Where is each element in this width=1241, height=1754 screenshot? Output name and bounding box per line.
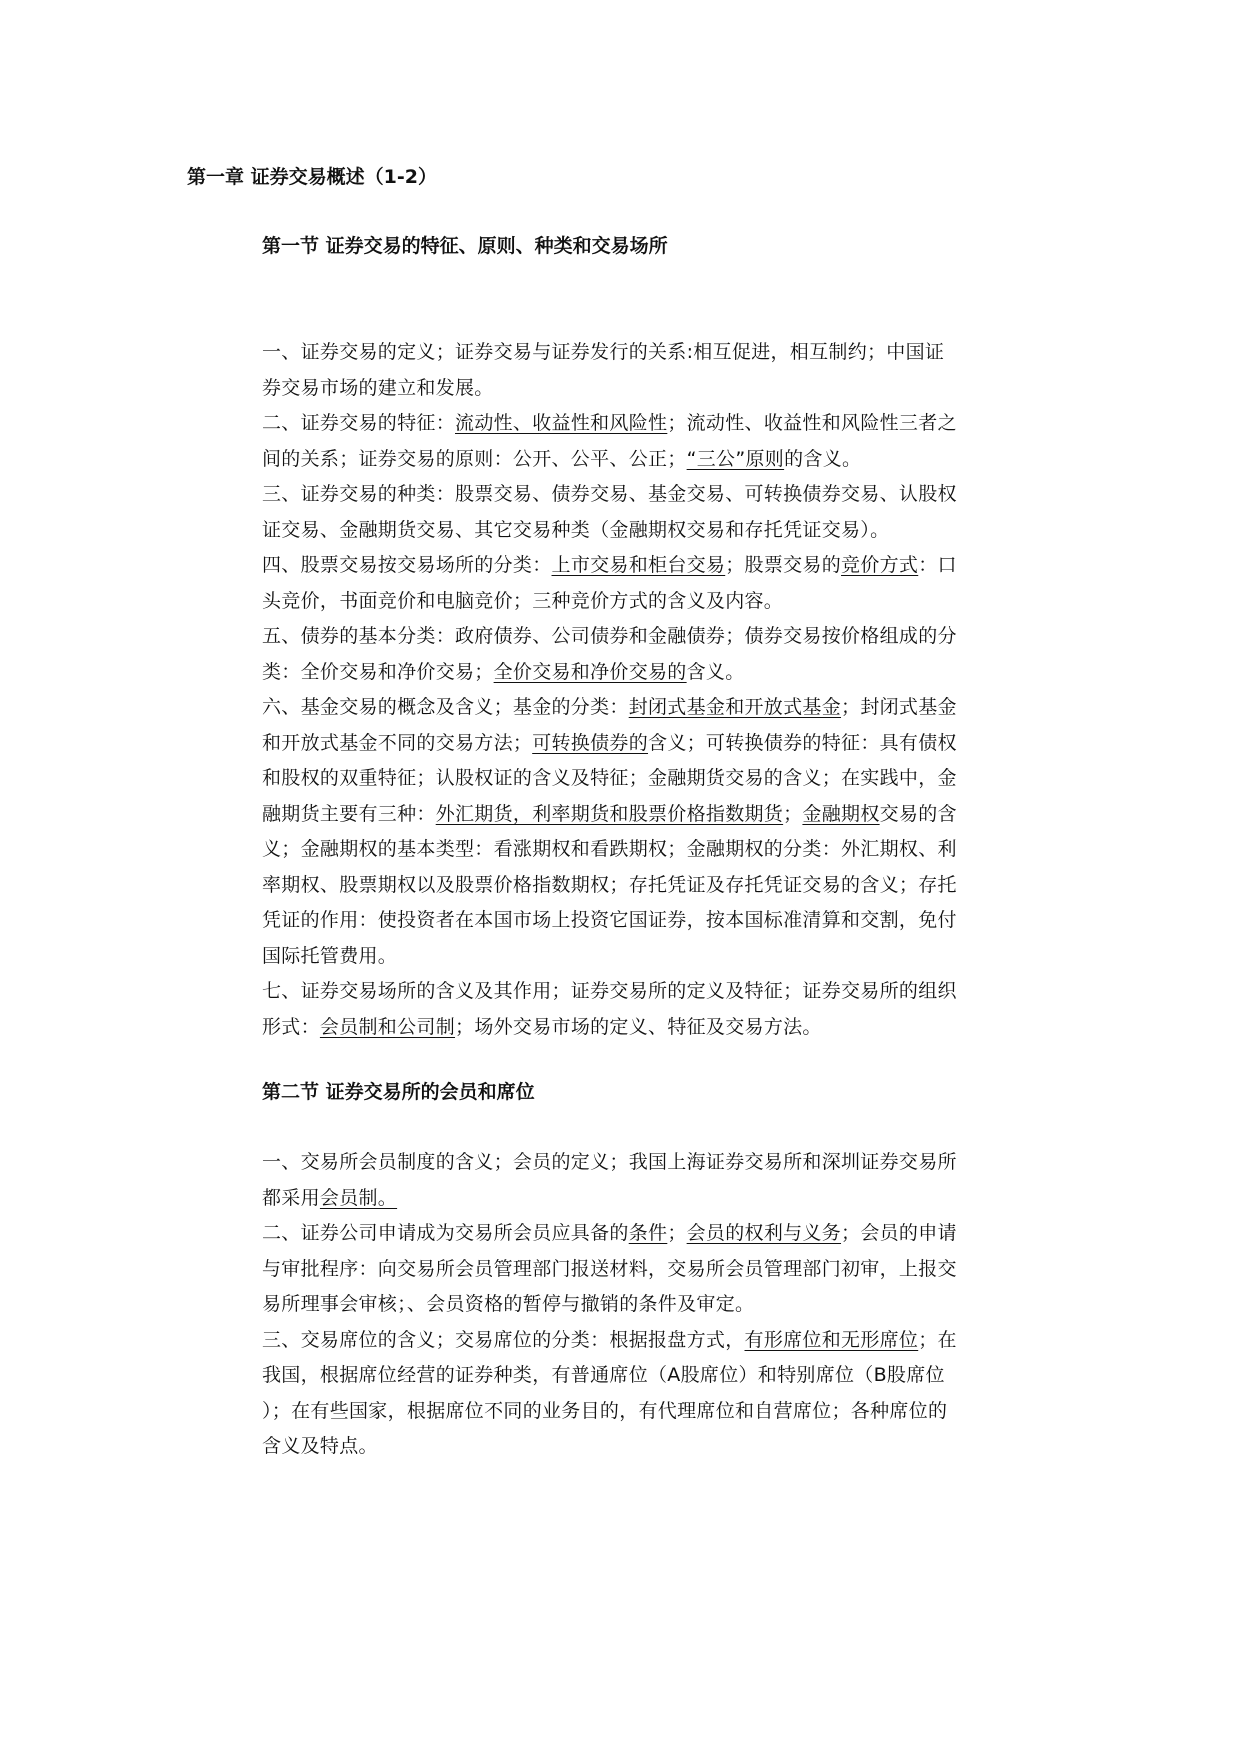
body-text-line <box>262 374 494 402</box>
body-text-line <box>262 1432 378 1460</box>
text-segment: 头竞价，书面竞价和电脑竞价；三种竞价方式的含义及内容。 <box>262 590 784 612</box>
text-segment: ；封闭式基金 <box>841 696 957 718</box>
underlined-term: 会员制。 <box>319 1187 398 1209</box>
body-text-line <box>262 409 957 437</box>
body-text-line <box>262 445 861 473</box>
text-segment: 义；金融期权的基本类型：看涨期权和看跌期权；金融期权的分类：外汇期权、利 <box>262 838 957 860</box>
body-text-line <box>262 1361 945 1389</box>
text-segment: 融期货主要有三种： <box>262 803 436 825</box>
underlined-term: 竞价方式 <box>841 554 919 576</box>
body-text-line <box>262 693 957 721</box>
text-segment: ； <box>783 803 803 825</box>
body-text-line <box>262 906 957 934</box>
text-segment: 类：全价交易和净价交易； <box>262 661 494 683</box>
text-segment: 形式： <box>262 1016 320 1038</box>
body-text-line <box>262 835 957 863</box>
text-segment: 二、证券交易的特征： <box>262 412 456 434</box>
body-text-line <box>262 764 957 792</box>
text-segment: 六、基金交易的概念及含义；基金的分类： <box>262 696 629 718</box>
underlined-term: 有形席位和无形席位 <box>744 1329 919 1351</box>
text-segment: 四、股票交易按交易场所的分类： <box>262 554 552 576</box>
underlined-term: 会员的权利与义务 <box>686 1222 842 1244</box>
text-segment: 含义。 <box>686 661 745 683</box>
text-segment: ；场外交易市场的定义、特征及交易方法。 <box>455 1016 822 1038</box>
text-segment: 的含义。 <box>784 448 862 470</box>
body-text-line <box>262 516 889 544</box>
body-text-line <box>262 622 957 650</box>
body-text-line <box>262 338 944 366</box>
text-segment: 七、证券交易场所的含义及其作用；证券交易所的定义及特征；证券交易所的组织 <box>262 980 957 1002</box>
body-text-line <box>262 1184 397 1212</box>
body-text-line <box>262 1255 957 1283</box>
text-segment: 凭证的作用：使投资者在本国市场上投资它国证券，按本国标准清算和交割，免付 <box>262 909 957 931</box>
text-segment: ； <box>667 1222 687 1244</box>
body-text-line <box>262 587 783 615</box>
section-title: 第一节 证券交易的特征、原则、种类和交易场所 <box>262 235 668 257</box>
underlined-term: 条件 <box>628 1222 668 1244</box>
text-segment: 都采用 <box>262 1187 320 1209</box>
body-text-line <box>262 729 957 757</box>
underlined-term: 会员制和公司制 <box>319 1016 456 1038</box>
underlined-term: 外汇期货，利率期货和股票价格指数期货 <box>435 803 784 825</box>
text-segment: 和股权的双重特征；认股权证的含义及特征；金融期货交易的含义；在实践中，金 <box>262 767 957 789</box>
text-segment: 三、证券交易的种类：股票交易、债券交易、基金交易、可转换债券交易、认股权 <box>262 483 957 505</box>
text-segment: 间的关系；证券交易的原则：公开、公平、公正； <box>262 448 687 470</box>
section-title: 第二节 证券交易所的会员和席位 <box>262 1081 535 1103</box>
text-segment: 证交易、金融期货交易、其它交易种类（金融期权交易和存托凭证交易）。 <box>262 519 890 541</box>
underlined-term: 流动性、收益性和风险性 <box>455 412 668 434</box>
body-text-line <box>262 1148 957 1176</box>
text-segment: 我国，根据席位经营的证券种类，有普通席位（A股席位）和特别席位（B股席位 <box>262 1364 945 1386</box>
text-segment: 率期权、股票期权以及股票价格指数期权；存托凭证及存托凭证交易的含义；存托 <box>262 874 957 896</box>
body-text-line <box>262 658 745 686</box>
body-text-line <box>262 800 957 828</box>
body-text-line <box>262 871 957 899</box>
body-text-line <box>262 480 957 508</box>
body-text-line <box>262 1013 822 1041</box>
text-segment: 国际托管费用。 <box>262 945 398 967</box>
underlined-term: 金融期权 <box>802 803 880 825</box>
body-text-line <box>262 1397 947 1425</box>
body-text-line <box>262 1290 754 1318</box>
text-segment: 和开放式基金不同的交易方法； <box>262 732 533 754</box>
underlined-term: 全价交易和净价交易的 <box>493 661 687 683</box>
text-segment: 易所理事会审核；、会员资格的暂停与撤销的条件及审定。 <box>262 1293 755 1315</box>
underlined-term: 上市交易和柜台交易 <box>551 554 726 576</box>
underlined-term: 可转换债券的 <box>532 732 649 754</box>
underlined-term: 封闭式基金和开放式基金 <box>628 696 842 718</box>
body-text-line <box>262 1219 957 1247</box>
underlined-term: “三公”原则 <box>686 448 785 470</box>
text-segment: 含义；可转换债券的特征：具有债权 <box>648 732 957 754</box>
body-text-line <box>262 551 957 579</box>
text-segment: 含义及特点。 <box>262 1435 378 1457</box>
body-text-line <box>262 1326 957 1354</box>
text-segment: ；会员的申请 <box>841 1222 957 1244</box>
text-segment: 与审批程序：向交易所会员管理部门报送材料，交易所会员管理部门初审，上报交 <box>262 1258 957 1280</box>
text-segment: 一、证券交易的定义；证券交易与证券发行的关系:相互促进，相互制约；中国证 <box>262 341 945 363</box>
body-text-line <box>262 977 957 1005</box>
text-segment: ；在 <box>918 1329 957 1351</box>
text-segment: ；流动性、收益性和风险性三者之 <box>667 412 957 434</box>
text-segment: 一、交易所会员制度的含义；会员的定义；我国上海证券交易所和深圳证券交易所 <box>262 1151 957 1173</box>
text-segment: ；股票交易的 <box>725 554 842 576</box>
text-segment: 五、债券的基本分类：政府债券、公司债券和金融债券；债券交易按价格组成的分 <box>262 625 957 647</box>
text-segment: ）；在有些国家，根据席位不同的业务目的，有代理席位和自营席位；各种席位的 <box>262 1400 948 1422</box>
text-segment: ：口 <box>918 554 957 576</box>
text-segment: 二、证券公司申请成为交易所会员应具备的 <box>262 1222 629 1244</box>
text-segment: 三、交易席位的含义；交易席位的分类：根据报盘方式， <box>262 1329 745 1351</box>
text-segment: 券交易市场的建立和发展。 <box>262 377 494 399</box>
text-segment: 交易的含 <box>879 803 957 825</box>
body-text-line <box>262 942 397 970</box>
chapter-title: 第一章 证券交易概述（1-2） <box>187 166 437 188</box>
